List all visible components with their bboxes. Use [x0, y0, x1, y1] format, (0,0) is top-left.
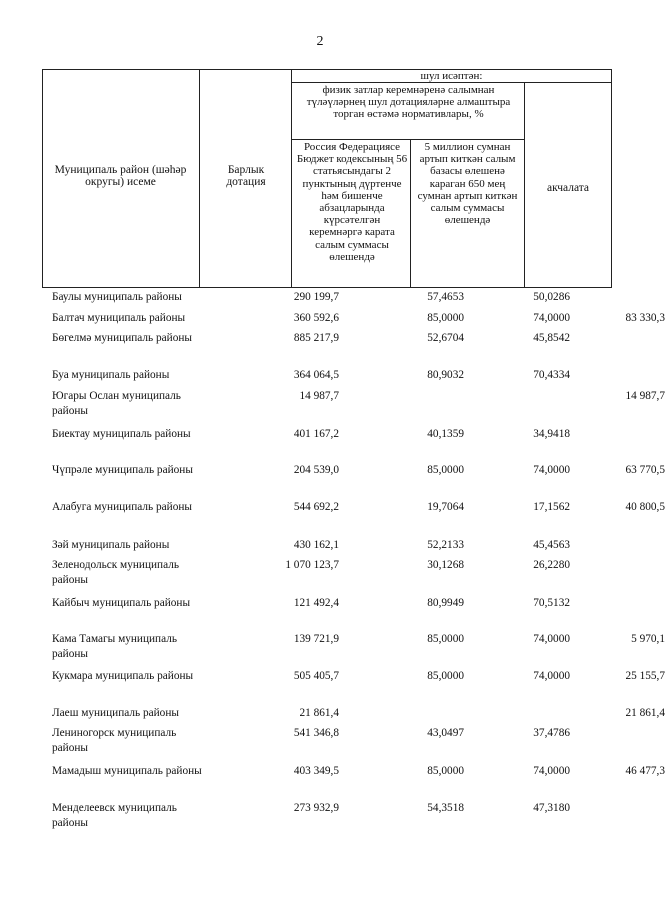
header-total-subsidy: Барлык дотация: [226, 164, 266, 189]
total-subsidy: 204 539,0: [293, 464, 339, 476]
header-right-border: [611, 69, 612, 288]
norm-excess-base: 37,4786: [533, 727, 570, 739]
total-subsidy: 139 721,9: [293, 633, 339, 645]
norm-article56: 85,0000: [427, 765, 464, 777]
total-subsidy: 273 932,9: [293, 802, 339, 814]
total-subsidy: 1 070 123,7: [285, 559, 339, 571]
data-table-body: [52, 288, 665, 835]
norm-article56: 30,1268: [427, 559, 464, 571]
total-subsidy: 14 987,7: [299, 390, 339, 402]
norm-excess-base: 74,0000: [533, 633, 570, 645]
municipality-name: Мамадыш муниципаль районы: [52, 765, 202, 777]
norm-article56: 54,3518: [427, 802, 464, 814]
norm-article56: 85,0000: [427, 633, 464, 645]
norm-excess-base: 17,1562: [533, 501, 570, 513]
table-row: [52, 387, 665, 425]
cash-amount: 5 970,1: [631, 633, 665, 645]
total-subsidy: 430 162,1: [293, 539, 339, 551]
header-divider-total: [291, 69, 292, 288]
norm-excess-base: 26,2280: [533, 559, 570, 571]
municipality-name: Менделеевск муниципаль районы: [52, 802, 177, 829]
municipality-name: Баулы муниципаль районы: [52, 291, 182, 303]
municipality-name: Кукмара муниципаль районы: [52, 670, 194, 682]
table-row: [52, 461, 665, 498]
norm-article56: 52,6704: [427, 332, 464, 344]
norm-article56: 85,0000: [427, 312, 464, 324]
municipality-name: Лаеш муниципаль районы: [52, 707, 179, 719]
header-divider-name: [199, 69, 200, 288]
header-cash: акчалата: [546, 182, 590, 194]
total-subsidy: 885 217,9: [293, 332, 339, 344]
norm-article56: 19,7064: [427, 501, 464, 513]
municipality-name: Кама Тамагы муниципаль районы: [52, 633, 178, 660]
municipality-name: Алабуга муниципаль районы: [52, 501, 192, 513]
total-subsidy: 544 692,2: [293, 501, 339, 513]
table-row: [52, 425, 612, 461]
norm-article56: 80,9032: [427, 369, 464, 381]
norm-excess-base: 45,8542: [533, 332, 570, 344]
municipality-name: Кайбыч муниципаль районы: [52, 597, 191, 609]
cash-amount: 40 800,5: [625, 501, 665, 513]
norm-excess-base: 45,4563: [533, 539, 570, 551]
cash-amount: 21 861,4: [625, 707, 665, 719]
municipality-name: Биектау муниципаль районы: [52, 428, 191, 440]
norm-article56: 40,1359: [427, 428, 464, 440]
municipality-name: Балтач муниципаль районы: [52, 312, 186, 324]
municipality-name: Югары Ослан муниципаль районы: [52, 390, 181, 417]
table-row: [52, 536, 612, 556]
norm-article56: 52,2133: [427, 539, 464, 551]
total-subsidy: 360 592,6: [293, 312, 339, 324]
norm-excess-base: 74,0000: [533, 464, 570, 476]
norm-excess-base: 47,3180: [533, 802, 570, 814]
table-row: [52, 498, 665, 536]
municipality-name: Лениногорск муниципаль районы: [52, 727, 177, 754]
table-row: [52, 724, 612, 762]
norm-article56: 85,0000: [427, 670, 464, 682]
header-divider-norm: [410, 139, 411, 288]
norm-excess-base: 70,4334: [533, 369, 570, 381]
norm-article56: 85,0000: [427, 464, 464, 476]
page-number: 2: [316, 34, 324, 49]
cash-amount: 46 477,3: [625, 765, 665, 777]
norm-excess-base: 34,9418: [533, 428, 570, 440]
norm-article56: 57,4653: [427, 291, 464, 303]
header-norm-rule: [291, 139, 524, 140]
cash-amount: 14 987,7: [625, 390, 665, 402]
norm-excess-base: 74,0000: [533, 670, 570, 682]
header-left-border: [42, 69, 43, 288]
total-subsidy: 290 199,7: [293, 291, 339, 303]
table-row: [52, 288, 612, 309]
municipality-name: Бөгелмә муниципаль районы: [52, 332, 193, 344]
municipality-name: Буа муниципаль районы: [52, 369, 170, 381]
total-subsidy: 505 405,7: [293, 670, 339, 682]
total-subsidy: 401 167,2: [293, 428, 339, 440]
header-municipality: Муниципаль район (шәһәр округы) исеме: [54, 164, 187, 189]
total-subsidy: 403 349,5: [293, 765, 339, 777]
norm-excess-base: 74,0000: [533, 765, 570, 777]
norm-excess-base: 70,5132: [533, 597, 570, 609]
header-divider-adv: [524, 82, 525, 288]
total-subsidy: 21 861,4: [299, 707, 339, 719]
cash-amount: 83 330,3: [625, 312, 665, 324]
table-row: [52, 762, 665, 799]
municipality-name: Зеленодольск муниципаль районы: [52, 559, 179, 586]
table-row: [52, 556, 612, 594]
table-row: [52, 329, 612, 366]
cash-amount: 25 155,7: [625, 670, 665, 682]
table-row: [52, 594, 612, 630]
municipality-name: Зәй муниципаль районы: [52, 539, 170, 551]
header-additional-norms: физик затлар керемнәренә салымнан түләүләрнең шул дотацияләрне алмаштыра торган өстәмә нормативлары, %: [306, 84, 511, 121]
table-row: [52, 630, 665, 667]
header-norm-excess-base: 5 миллион сумнан артып киткән салым базасы өлешенә караган 650 мең сумнан артып киткән салым суммасы өлешендә: [417, 141, 518, 227]
header-norm-article56: Россия Федерациясе Бюджет кодексының 56 статьясындагы 2 пунктының дүртенче һәм бишенче абзацларында күрсәтелгән керемнәргә карата салым суммасы өлешендә: [296, 141, 408, 263]
table-row: [52, 309, 665, 329]
norm-excess-base: 50,0286: [533, 291, 570, 303]
table-row: [52, 366, 612, 387]
municipality-name: Чүпрәле муниципаль районы: [52, 464, 193, 476]
table-row: [52, 799, 612, 835]
header-including: шул исәптән:: [420, 70, 483, 82]
cash-amount: 63 770,5: [625, 464, 665, 476]
table-row: [52, 667, 665, 704]
norm-excess-base: 74,0000: [533, 312, 570, 324]
total-subsidy: 541 346,8: [293, 727, 339, 739]
norm-article56: 43,0497: [427, 727, 464, 739]
table-row: [52, 704, 665, 724]
total-subsidy: 121 492,4: [293, 597, 339, 609]
total-subsidy: 364 064,5: [293, 369, 339, 381]
norm-article56: 80,9949: [427, 597, 464, 609]
